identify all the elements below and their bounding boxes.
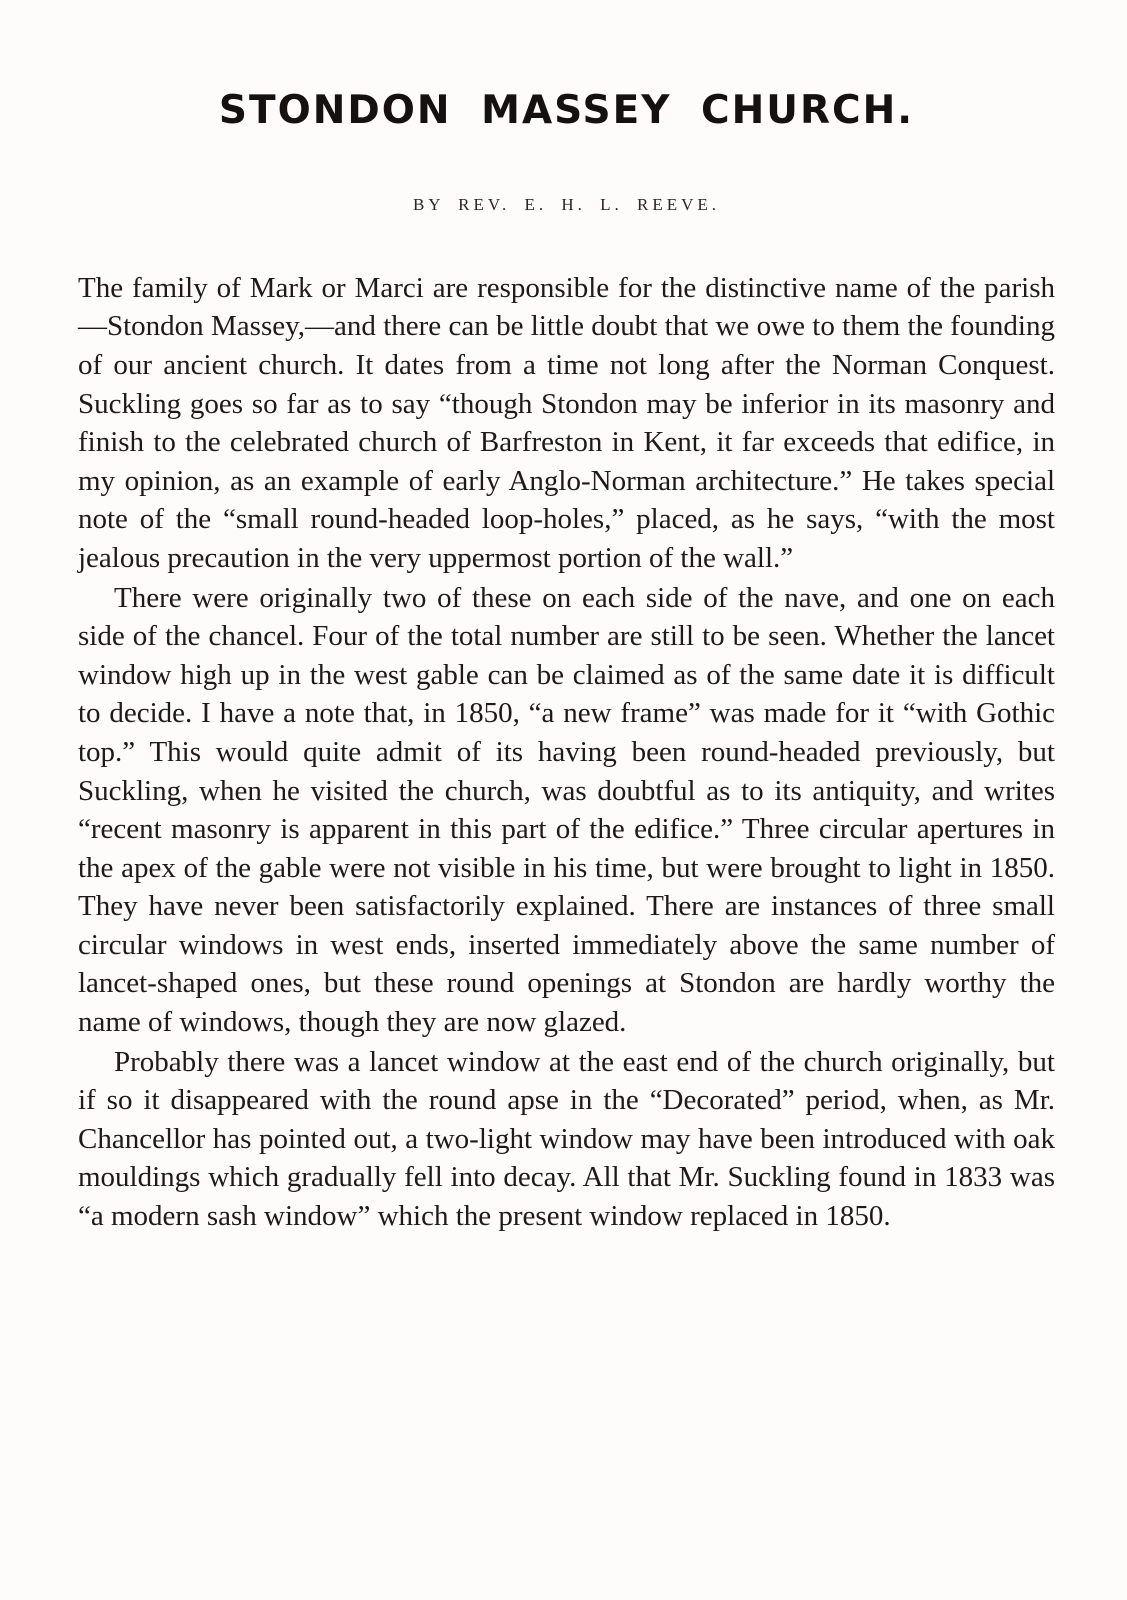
article-body xyxy=(78,269,1055,1236)
article-title: STONDON MASSEY CHURCH. xyxy=(218,88,915,133)
paragraph: Probably there was a lancet window at the east end of the church originally, but if so it disappeared with the round apse in the “Decorated” period, when, as Mr. Chancellor has pointed out, a two-light window may have been introduced with oak mouldings which gradually fell into decay. All that Mr. Suckling found in 1833 was “a modern sash window” which the present window replaced in 1850. xyxy=(78,1045,1055,1233)
paragraph: The family of Mark or Marci are responsible for the distinctive name of the parish—Stondon Massey,—and there can be little doubt that we owe to them the founding of our ancient church. It dates from a time not long after the Norman Conquest. Suckling goes so far as to say “though Stondon may be inferior in its masonry and finish to the celebrated church of Barfreston in Kent, it far exceeds that edifice, in my opinion, as an example of early Anglo-Norman architecture.” He takes special note of the “small round-headed loop-holes,” placed, as he says, “with the most jealous precaution in the very uppermost portion of the wall.” xyxy=(78,271,1055,574)
paragraph: There were originally two of these on each side of the nave, and one on each side of the chancel. Four of the total number are still to be seen. Whether the lancet window high up in the west gable can be claimed as of the same date it is difficult to decide. I have a note that, in 1850, “a new frame” was made for it “with Gothic top.” This would quite admit of its having been round-headed previously, but Suckling, when he visited the church, was doubtful as to its antiquity, and writes “recent masonry is apparent in this part of the edifice.” Three circular apertures in the apex of the gable were not visible in his time, but were brought to light in 1850. They have never been satisfactorily explained. There are instances of three small circular windows in west ends, inserted immediately above the same number of lancet-shaped ones, but these round openings at Stondon are hardly worthy the name of windows, though they are now glazed. xyxy=(78,581,1055,1039)
article-author: BY REV. E. H. L. REEVE. xyxy=(412,194,721,214)
